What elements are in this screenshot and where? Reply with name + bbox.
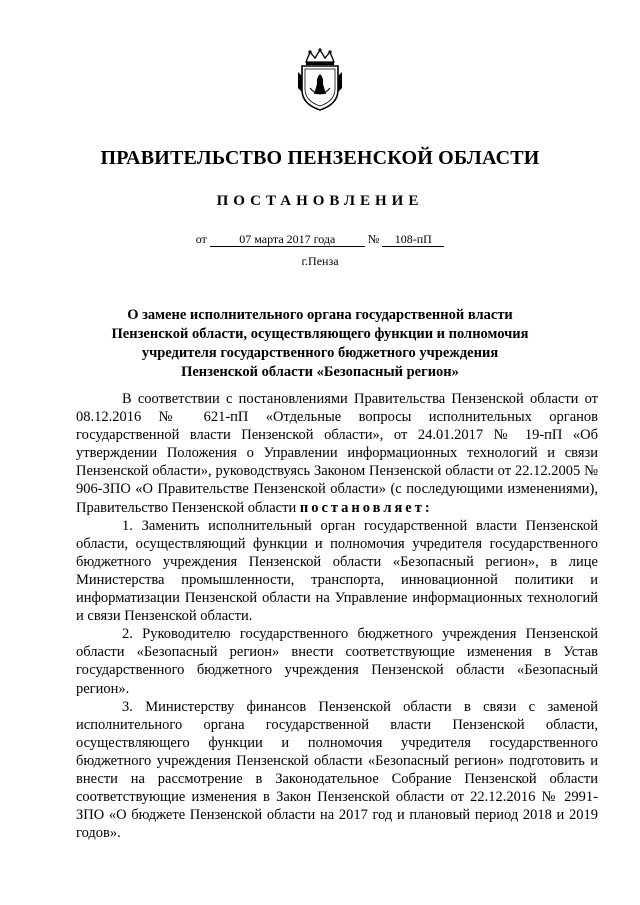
item-paragraph: 3. Министерству финансов Пензенской области в связи с заменой исполнительного органа государственной власти Пензенской области, осуществляющего функции и полномочия учредителя государственного бюджетного учреждения Пензенской области «Безопасный регион» подготовить и внести на рассмотрение в Законодательное Собрание Пензенской области соответствующие изменения в Закон Пензенской области от 22.12.2016 № 2991-ЗПО «О бюджете Пензенской области на 2017 год и плановый период 2018 и 2019 годов». [76,698,598,842]
item-paragraph: 1. Заменить исполнительный орган государственной власти Пензенской области, осуществляющий функции и полномочия учредителя государственного бюджетного учреждения Пензенской области «Безопасный регион», в лице Министерства промышленности, транспорта, инновационной политики и информатизации Пензенской области на Управление информационных технологий и связи Пензенской области. [76,517,598,625]
penza-oblast-coat-of-arms-icon [296,48,344,112]
title-line: Пензенской области, осуществляющего функции и полномочия [111,326,529,342]
preamble-paragraph [76,390,598,517]
title-line: учредителя государственного бюджетного учреждения [141,345,499,361]
document-body [76,390,598,842]
government-title: ПРАВИТЕЛЬСТВО ПЕНЗЕНСКОЙ ОБЛАСТИ [100,147,540,169]
number-prefix: № [367,232,380,246]
document-title [80,306,560,382]
date-number-line [0,232,640,247]
preamble-text: В соответствии с постановлениями Правительства Пензенской области от 08.12.2016 № 621-пП «Отдельные вопросы исполнительных органов государственной власти Пензенской области», от 24.01.2017 № 19-пП «Об утверждении Положения о Управлении информационных технологий и связи Пензенской области», руководствуясь Законом Пензенской области от 22.12.2005 № 906-ЗПО «О Правительстве Пензенской области» (с последующими изменениями), Правительство Пензенской области [76,391,598,516]
date-prefix: от [195,232,207,246]
document-number: 108-пП [382,233,444,247]
item-paragraph: 2. Руководителю государственного бюджетного учреждения Пензенской области «Безопасный регион» внести соответствующие изменения в Устав государственного бюджетного учреждения Пензенской области «Безопасный регион». [76,626,598,697]
title-line: Пензенской области «Безопасный регион» [181,364,459,380]
title-line: О замене исполнительного органа государственной власти [127,307,513,323]
resolves-word: постановляет: [299,499,433,516]
city-name: г.Пенза [301,254,339,268]
document-date: 07 марта 2017 года [210,233,365,247]
document-type: ПОСТАНОВЛЕНИЕ [216,193,424,209]
